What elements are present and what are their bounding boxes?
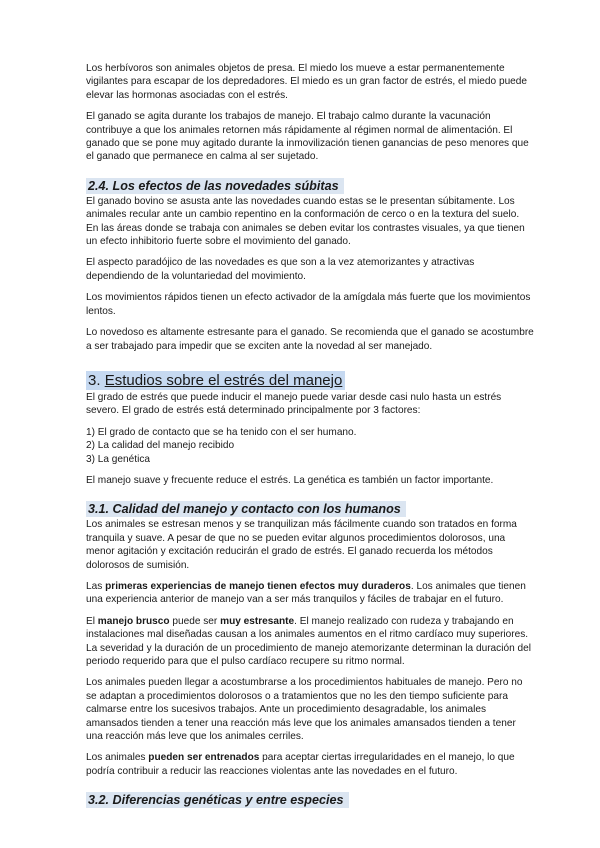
text-run: . Los animales que tienen una experiencia anterior de manejo van a ser más tranquilos y fáciles de trabajar en el futuro. <box>86 580 526 606</box>
text-run: El <box>86 615 98 627</box>
section-3-paragraph-2: El manejo suave y frecuente reduce el estrés. La genética es también un factor importante. <box>86 474 494 486</box>
section-3-title: Estudios sobre el estrés del manejo <box>104 371 343 389</box>
section-2-4-paragraph-4: Lo novedoso es altamente estresante para el ganado. Se recomienda que el ganado se acostumbre a ser trabajado para impedir que se exciten ante la novedad al ser manejado. <box>86 327 534 352</box>
section-3-number: 3. <box>88 371 101 389</box>
section-2-4-heading: 2.4. Los efectos de las novedades súbitas <box>86 178 344 194</box>
section-3-2-heading: 3.2. Diferencias genéticas y entre especies <box>86 792 349 808</box>
text-run: Los animales <box>86 752 149 764</box>
section-3-1-paragraph-3 <box>86 615 534 669</box>
section-3-1-heading: 3.1. Calidad del manejo y contacto con los humanos <box>86 501 406 517</box>
section-3-1-paragraph-5 <box>86 751 534 778</box>
bold-text-run: muy estresante <box>220 615 295 627</box>
section-3-paragraph-1: El grado de estrés que puede inducir el manejo puede variar desde casi nulo hasta un estrés severo. El grado de estrés está determinado principalmente por 3 factores: <box>86 391 502 417</box>
text-run: . El manejo realizado con rudeza y trabajando en instalaciones mal diseñadas causan a los animales aumentos en el ritmo cardíaco muy superiores. La severidad y la duración de un procedimiento de manejo atemorizante determinan la duración del periodo requerido para que el pulso cardíaco recupere su ritmo normal. <box>86 615 531 667</box>
list-item: 1) El grado de contacto que se ha tenido con el ser humano. <box>86 426 357 438</box>
intro-paragraph-2: El ganado se agita durante los trabajos de manejo. El trabajo calmo durante la vacunación contribuye a que los animales retornen más rápidamente al régimen normal de alimentación. El ganado que se pone muy agitado durante la inmovilización tienen ganancias de peso menores que el ganado que permanece en calma al ser sujetado. <box>86 111 529 163</box>
text-run: puede ser <box>169 615 221 627</box>
list-item: 3) La genética <box>86 453 150 465</box>
section-2-4-paragraph-3: Los movimientos rápidos tienen un efecto activador de la amígdala más fuerte que los movimientos lentos. <box>86 292 531 317</box>
bold-text-run: manejo brusco <box>97 615 170 627</box>
bold-text-run: primeras experiencias de manejo tienen efectos muy duraderos <box>105 580 411 592</box>
section-3-1-paragraph-1: Los animales se estresan menos y se tranquilizan más fácilmente cuando son tratados en forma tranquila y suave. A pesar de que no se pueden evitar algunos procedimientos dolorosos, una menor agitación y excitación reducirán el grado de estrés. El ganado recuerda los métodos dolorosos de sumisión. <box>86 519 517 571</box>
text-run: para aceptar ciertas irregularidades en el manejo, lo que podría contribuir a reducir las reacciones violentas ante las novedades en el futuro. <box>86 752 515 777</box>
bold-text-run: pueden ser entrenados <box>148 752 260 764</box>
section-3-1-paragraph-4: Los animales pueden llegar a acostumbrarse a los procedimientos habituales de manejo. Pero no se adaptan a procedimientos dolorosos o a tratamientos que no les den tiempo suficiente para calmarse entre los sucesivos trabajos. Ante un procedimiento desagradable, los animales amansados tienden a tener una reacción más leve que los animales amansados tienden a tener una reacción más leve que los animales cerriles. <box>86 677 523 743</box>
list-item: 2) La calidad del manejo recibido <box>86 440 235 452</box>
section-3-1-paragraph-2 <box>86 580 534 607</box>
intro-paragraph-1: Los herbívoros son animales objetos de presa. El miedo los mueve a estar permanentemente vigilantes para escapar de los depredadores. El miedo es un gran factor de estrés, el miedo puede elevar las hormonas asociadas con el estrés. <box>86 63 528 101</box>
section-2-4-paragraph-1: El ganado bovino se asusta ante las novedades cuando estas se le presentan súbitamente. Los animales recular ante un cambio repentino en la conformación de cerco o en la textura del suelo. En las áreas donde se trabaja con animales se deben evitar los contrastes visuales, ya que tienen un efecto inhibitorio fuerte sobre el movimiento del ganado. <box>86 195 525 248</box>
document-body <box>86 62 534 809</box>
section-2-4-paragraph-2: El aspecto paradójico de las novedades es que son a la vez atemorizantes y atractivas dependiendo de la voluntariedad del movimiento. <box>86 257 475 282</box>
section-3-heading <box>86 371 345 390</box>
factor-list <box>86 426 534 466</box>
text-run: Las <box>86 580 106 592</box>
